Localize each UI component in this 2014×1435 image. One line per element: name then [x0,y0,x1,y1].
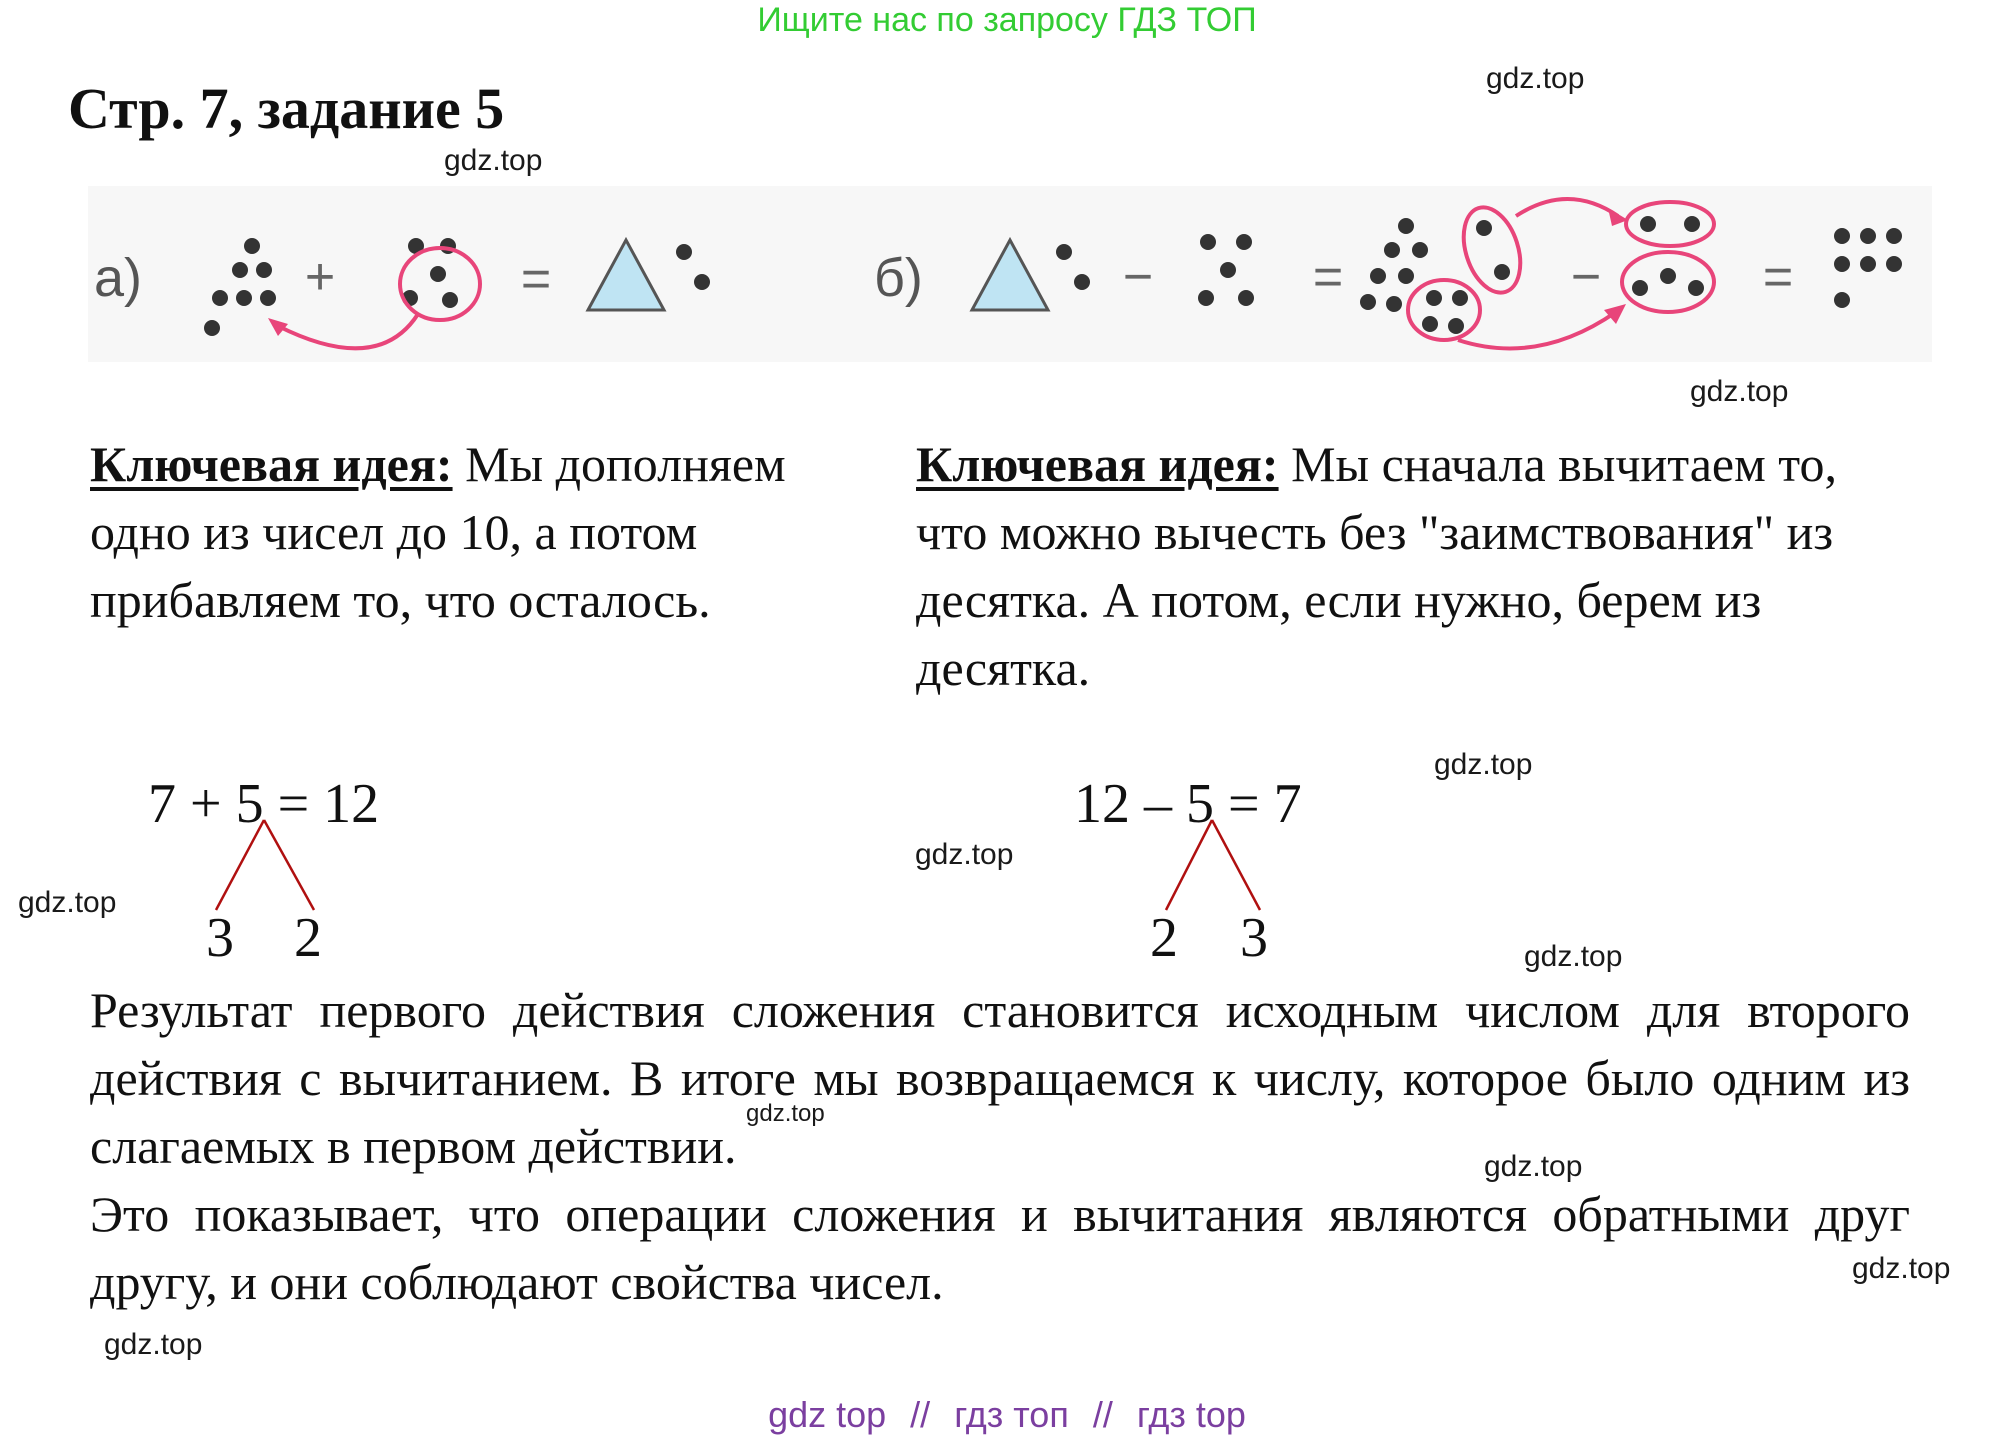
equals-sign: = [1312,248,1344,306]
footer-link-2[interactable]: гдз топ [954,1394,1069,1435]
illustration-svg [88,186,1932,362]
watermark: gdz.top [1484,1150,1583,1183]
footer-separator: // [1092,1394,1113,1435]
part-a-label: а) [94,248,143,308]
footer-separator: // [910,1394,931,1435]
watermark: gdz.top [1486,62,1585,95]
equals-sign: = [1762,248,1794,306]
watermark: gdz.top [1434,748,1533,781]
left-key-idea-text: Мы дополняем одно из чисел до 10, а потом прибавляем то, что осталось. [90,436,786,628]
plus-sign: + [304,248,336,306]
left-key-idea [90,430,850,634]
right-split-right: 3 [1240,907,1268,969]
watermark: gdz.top [1852,1252,1951,1285]
page-title: Стр. 7, задание 5 [68,76,505,141]
footer-link-3[interactable]: гдз top [1136,1394,1246,1435]
right-equation: 12 – 5 = 7 [1074,773,1302,835]
left-key-idea-label: Ключевая идея: [90,436,453,492]
watermark: gdz.top [104,1328,203,1361]
footer [0,1395,2014,1435]
footer-link-1[interactable]: gdz top [768,1394,887,1435]
left-split-right: 2 [294,907,322,969]
right-key-idea [916,430,1916,702]
right-decomposition-lines [1152,818,1282,918]
paragraph-result: Результат первого действия сложения становится исходным числом для второго действия с вычитанием. В итоге мы возвращаемся к числу, которое было одним из слагаемых в первом действии. [90,982,1910,1174]
watermark: gdz.top [444,144,543,177]
paragraph-conclusion: Это показывает, что операции сложения и вычитания являются обратными друг другу, и они соблюдают свойства чисел. [90,1186,1910,1310]
minus-sign: − [1122,248,1154,306]
left-decomposition-lines [200,818,330,918]
watermark: gdz.top [18,886,117,919]
left-equation: 7 + 5 = 12 [148,773,380,835]
watermark: gdz.top [1690,375,1789,408]
watermark: gdz.top [1524,940,1623,973]
right-key-idea-label: Ключевая идея: [916,436,1279,492]
part-b-label: б) [874,248,923,308]
right-split-left: 2 [1150,907,1178,969]
right-key-idea-text: Мы сначала вычитаем то, что можно вычесть без "заимствования" из десятка. А потом, если нужно, берем из десятка. [916,436,1837,696]
watermark: gdz.top [746,1100,825,1127]
minus-sign: − [1570,248,1602,306]
watermark: gdz.top [915,838,1014,871]
illustration-strip [88,186,1932,362]
equals-sign: = [520,250,552,308]
top-banner: Ищите нас по запросу ГДЗ ТОП [757,1,1257,39]
left-split-left: 3 [206,907,234,969]
